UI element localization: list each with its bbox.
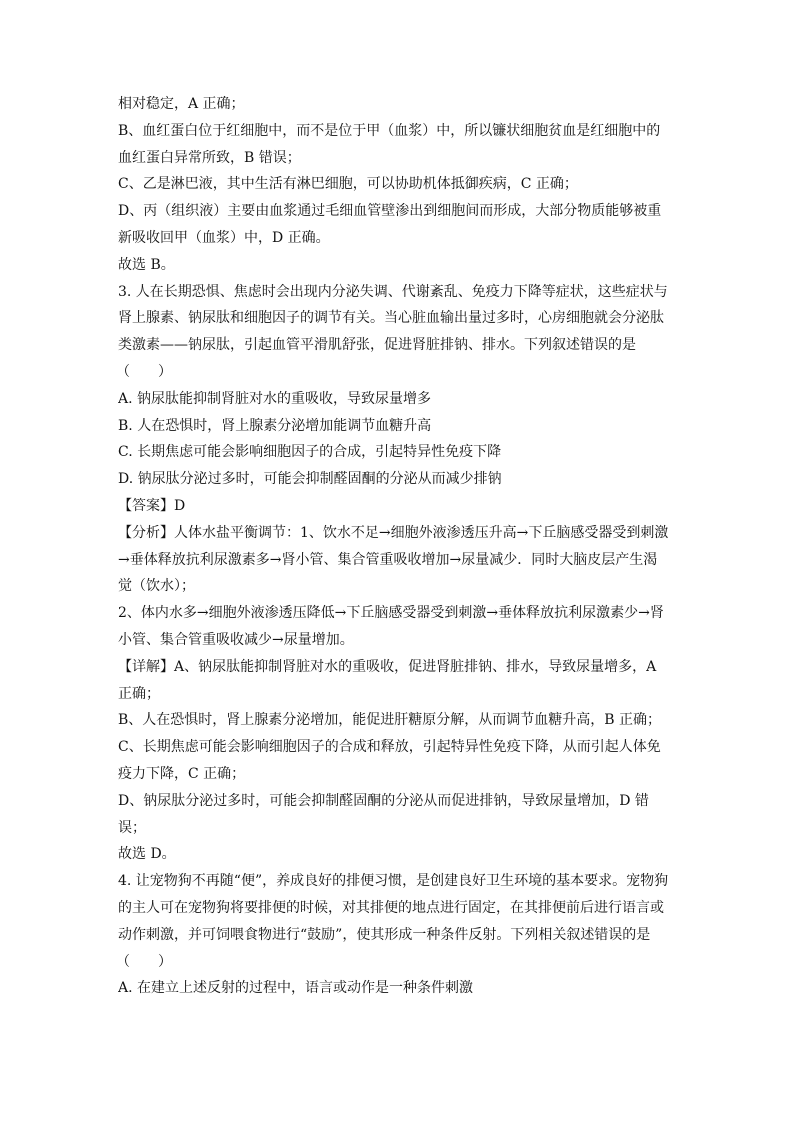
text-line: 小管、集合管重吸收减少→尿量增加。 xyxy=(118,631,354,648)
text-line: 新吸收回甲（血浆）中，D 正确。 xyxy=(118,229,330,246)
answer-blank: （ ） xyxy=(116,953,172,970)
text-line: 的主人可在宠物狗将要排便的时候，对其排便的地点进行固定，在其排便前后进行语言或 xyxy=(118,899,664,916)
text-line: D、钠尿肽分泌过多时，可能会抑制醛固酮的分泌从而促进排钠，导致尿量增加，D 错 xyxy=(118,792,649,809)
text-line: 觉（饮水）； xyxy=(118,578,195,595)
text-line: B、血红蛋白位于红细胞中，而不是位于甲（血浆）中，所以镰状细胞贫血是红细胞中的 xyxy=(118,122,661,139)
text-line: →垂体释放抗利尿激素多→肾小管、集合管重吸收增加→尿量减少．同时大脑皮层产生渴 xyxy=(118,551,658,568)
question-3-stem: 3. 人在长期恐惧、焦虑时会出现内分泌失调、代谢紊乱、免疫力下降等症状，这些症状与 xyxy=(118,283,668,300)
text-line: C、乙是淋巴液，其中生活有淋巴细胞，可以协助机体抵御疾病，C 正确； xyxy=(118,176,578,193)
answer-label: 【答案】D xyxy=(118,497,186,514)
detail-label: 【详解】A、钠尿肽能抑制肾脏对水的重吸收，促进肾脏排钠、排水，导致尿量增多，A xyxy=(118,658,657,675)
text-line: 故选 B。 xyxy=(118,256,175,273)
text-line: B、人在恐惧时，肾上腺素分泌增加，能促进肝糖原分解，从而调节血糖升高，B 正确； xyxy=(118,712,662,729)
option-b: B. 人在恐惧时，肾上腺素分泌增加能调节血糖升高 xyxy=(118,417,432,434)
text-line: 相对稳定，A 正确； xyxy=(118,96,245,112)
option-d: D. 钠尿肽分泌过多时，可能会抑制醛固酮的分泌从而减少排钠 xyxy=(118,471,502,488)
option-a: A. 在建立上述反射的过程中，语言或动作是一种条件刺激 xyxy=(118,980,474,997)
text-line: 误； xyxy=(118,819,146,836)
text-line: 肾上腺素、钠尿肽和细胞因子的调节有关。当心脏血输出量过多时，心房细胞就会分泌肽 xyxy=(118,310,664,327)
text-line: D、丙（组织液）主要由血浆通过毛细血管壁渗出到细胞间而形成，大部分物质能够被重 xyxy=(118,203,662,220)
analysis-label: 【分析】人体水盐平衡调节：1、饮水不足→细胞外液渗透压升高→下丘脑感受器受到刺激 xyxy=(118,524,669,541)
document-body xyxy=(118,91,680,1002)
text-line: 动作刺激，并可饲喂食物进行“鼓励”，使其形成一种条件反射。下列相关叙述错误的是 xyxy=(118,926,651,943)
text-line: 故选 D。 xyxy=(118,846,176,863)
question-4-stem: 4. 让宠物狗不再随“便”，养成良好的排便习惯，是创建良好卫生环境的基本要求。宠物狗 xyxy=(118,873,669,890)
option-a: A. 钠尿肽能抑制肾脏对水的重吸收，导致尿量增多 xyxy=(118,390,432,407)
text-line: 血红蛋白异常所致，B 错误； xyxy=(118,149,301,166)
text-line: 疫力下降，C 正确； xyxy=(118,765,246,782)
text-line: C、长期焦虑可能会影响细胞因子的合成和释放，引起特异性免疫下降，从而引起人体免 xyxy=(118,739,661,756)
text-line: 2、体内水多→细胞外液渗透压降低→下丘脑感受器受到刺激→垂体释放抗利尿激素少→肾 xyxy=(118,605,664,622)
text-line: 类激素——钠尿肽，引起血管平滑肌舒张，促进肾脏排钠、排水。下列叙述错误的是 xyxy=(118,337,636,354)
option-c: C. 长期焦虑可能会影响细胞因子的合成，引起特异性免疫下降 xyxy=(118,444,502,461)
answer-blank: （ ） xyxy=(116,363,172,380)
text-line: 正确； xyxy=(118,685,160,702)
